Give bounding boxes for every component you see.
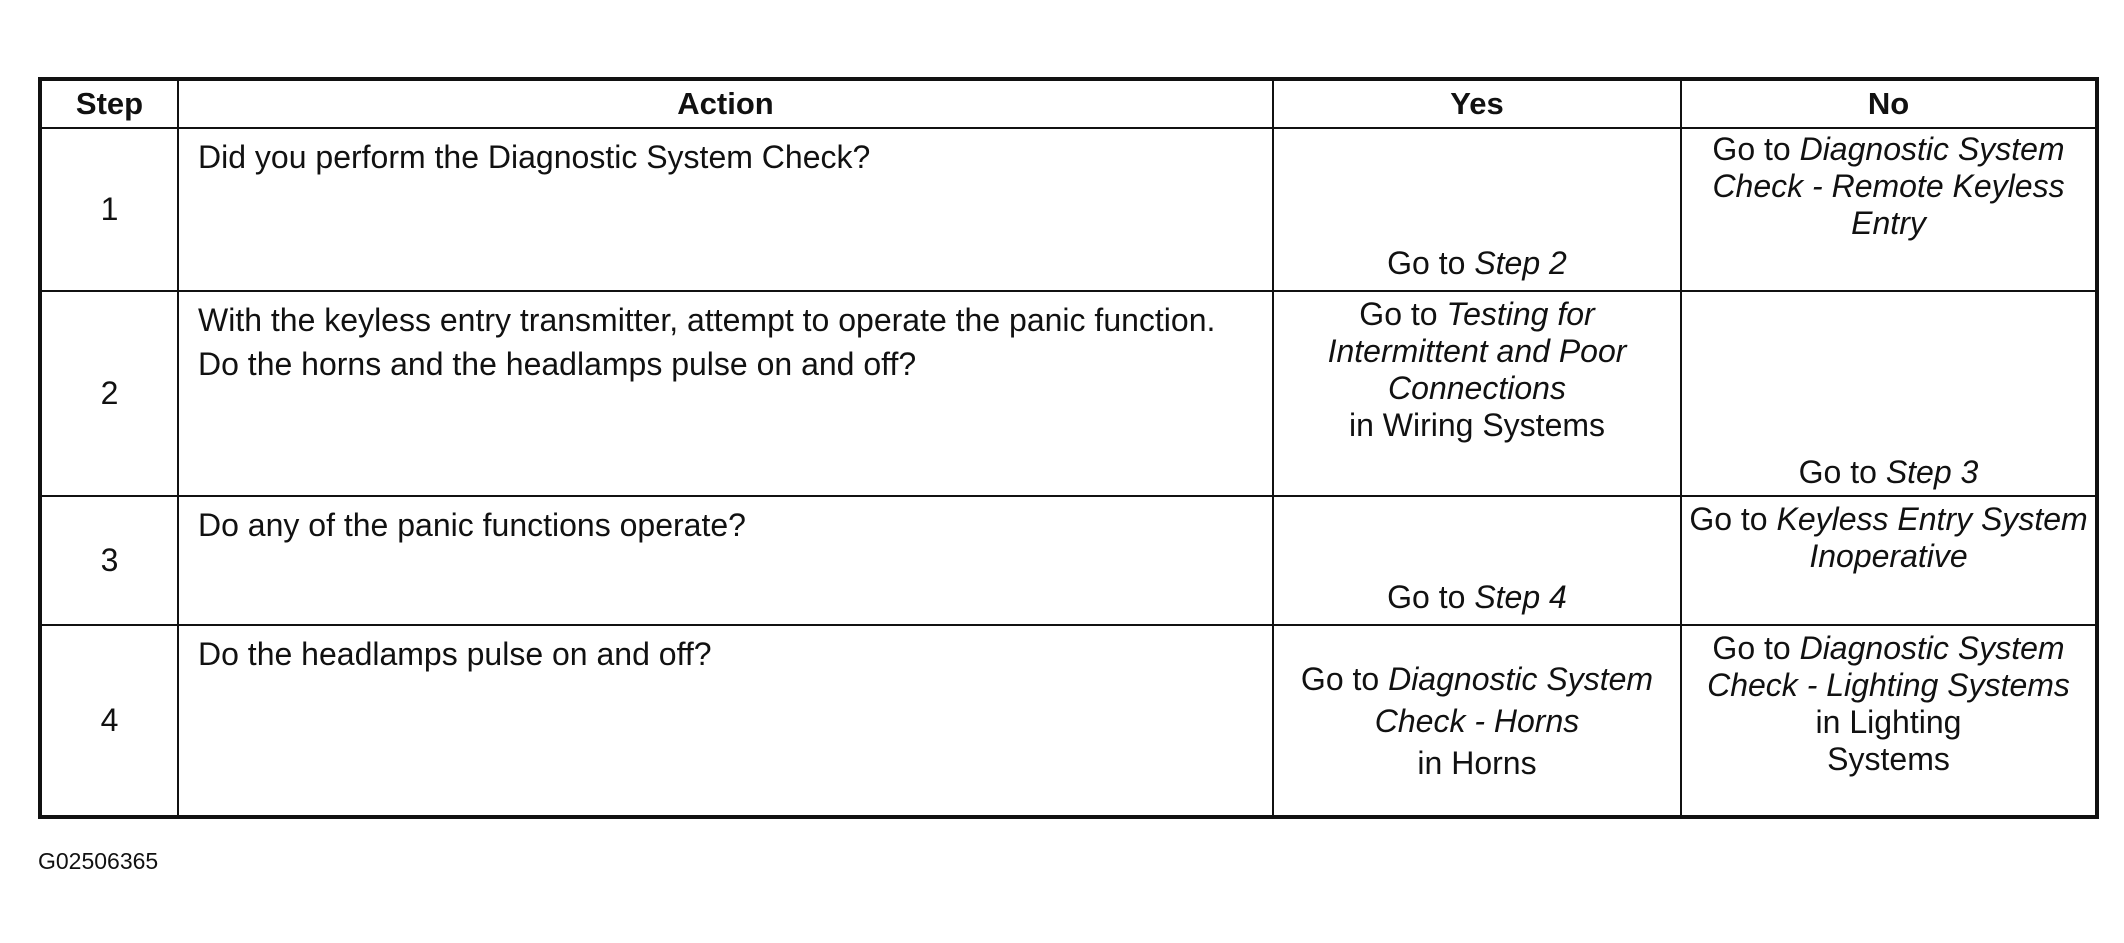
step-number: 1 (40, 128, 178, 291)
yes-cell (1273, 625, 1681, 817)
no-prefix: Go to (1689, 501, 1768, 537)
action-text: Do any of the panic functions operate? (198, 507, 746, 543)
no-reference-link[interactable]: Keyless Entry System Inoperative (1776, 501, 2088, 574)
step-number: 4 (40, 625, 178, 817)
no-cell (1681, 128, 2097, 291)
action-text: Do the headlamps pulse on and off? (198, 636, 712, 672)
table-row (40, 291, 2097, 496)
no-cell (1681, 625, 2097, 817)
action-cell (178, 291, 1273, 496)
figure-code: G02506365 (38, 848, 159, 874)
no-cell (1681, 496, 2097, 625)
table-row (40, 128, 2097, 291)
yes-suffix: in Horns (1417, 744, 1537, 781)
action-text: Did you perform the Diagnostic System Check? (198, 139, 871, 175)
yes-suffix: in Wiring Systems (1348, 407, 1606, 443)
yes-cell (1273, 128, 1681, 291)
yes-cell (1273, 496, 1681, 625)
no-prefix: Go to (1712, 630, 1791, 666)
yes-reference-link[interactable]: Testing for Intermittent and Poor Connections (1327, 296, 1627, 406)
header-step: Step (40, 79, 178, 128)
diagnostic-table (38, 77, 2099, 819)
header-no: No (1681, 79, 2097, 128)
no-reference-link[interactable]: Step 3 (1885, 454, 1979, 490)
no-reference-link[interactable]: Diagnostic System Check - Remote Keyless Entry (1712, 131, 2065, 241)
header-action: Action (178, 79, 1273, 128)
action-text: With the keyless entry transmitter, attempt to operate the panic function. (198, 302, 1216, 338)
table-header-row (40, 79, 2097, 128)
action-question: Do the horns and the headlamps pulse on and off? (198, 346, 917, 382)
action-cell (178, 128, 1273, 291)
no-reference-link[interactable]: Diagnostic System Check - Lighting Systems (1707, 630, 2070, 703)
table-row (40, 625, 2097, 817)
yes-prefix: Go to (1387, 245, 1466, 281)
action-cell (178, 496, 1273, 625)
step-number: 2 (40, 291, 178, 496)
no-prefix: Go to (1712, 131, 1791, 167)
table-row (40, 496, 2097, 625)
yes-prefix: Go to (1300, 660, 1380, 697)
no-suffix: in Lighting Systems (1815, 704, 1962, 777)
no-cell (1681, 291, 2097, 496)
yes-reference-link[interactable]: Diagnostic System Check - Horns (1374, 660, 1654, 739)
yes-reference-link[interactable]: Step 4 (1474, 579, 1567, 615)
step-number: 3 (40, 496, 178, 625)
action-cell (178, 625, 1273, 817)
yes-prefix: Go to (1387, 579, 1466, 615)
yes-prefix: Go to (1359, 296, 1438, 332)
header-yes: Yes (1273, 79, 1681, 128)
yes-cell (1273, 291, 1681, 496)
no-prefix: Go to (1798, 454, 1877, 490)
yes-reference-link[interactable]: Step 2 (1474, 245, 1567, 281)
